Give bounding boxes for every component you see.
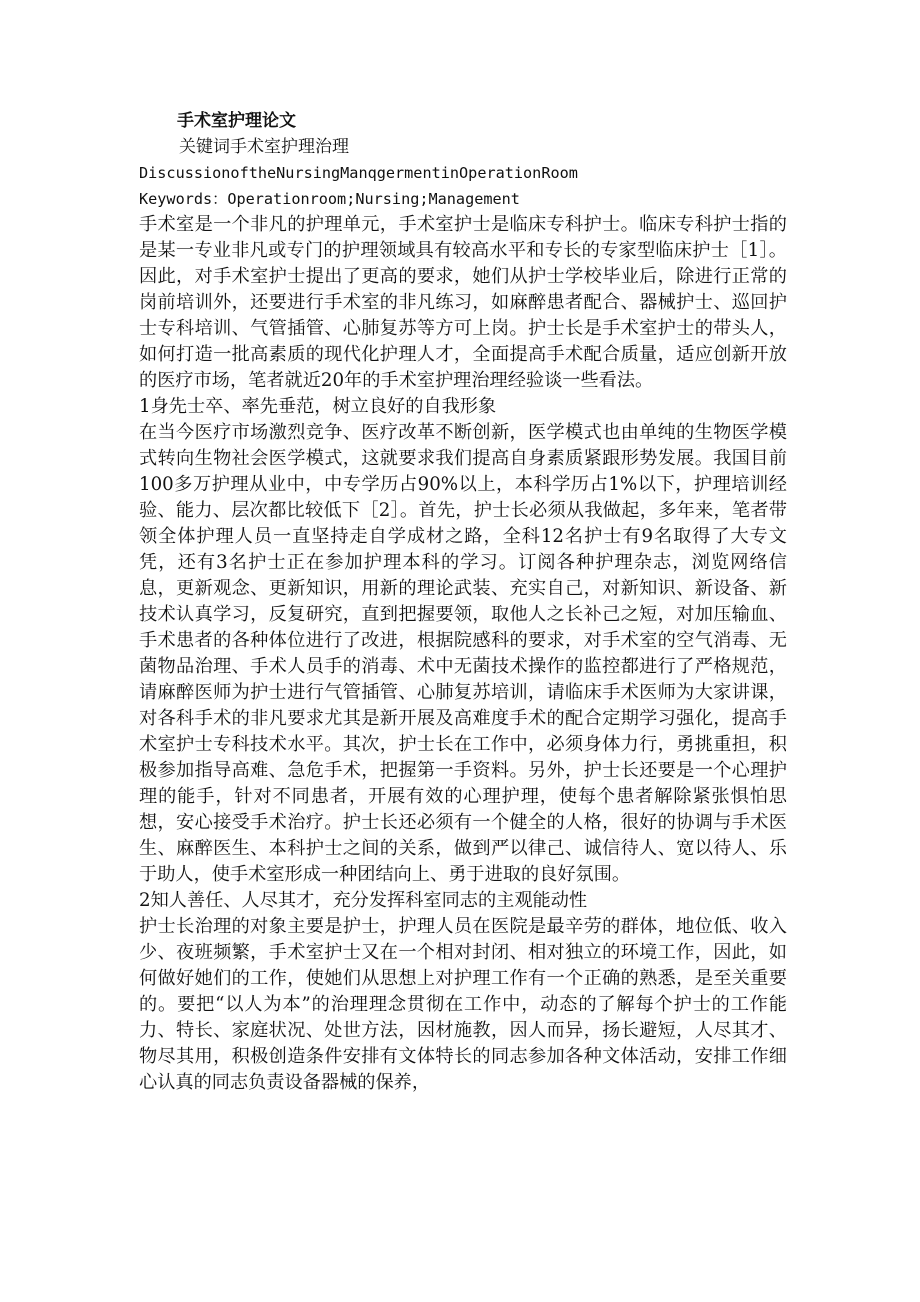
english-title: DiscussionoftheNursingManqgermentinOperationRoom: [139, 164, 578, 182]
section-2-paragraph: 护士长治理的对象主要是护士，护理人员在医院是最辛劳的群体，地位低、收入少、夜班频繁，手术室护士又在一个相对封闭、相对独立的环境工作，因此，如何做好她们的工作，使她们从思想上对护理工作有一个正确的熟悉，是至关重要的。要把“以人为本”的治理理念贯彻在工作中，动态的了解每个护士的工作能力、特长、家庭状况、处世方法，因材施教，因人而异，扬长避短，人尽其才、物尽其用，积极创造条件安排有文体特长的同志参加各种文体活动，安排工作细心认真的同志负责设备器械的保养，: [139, 916, 787, 1093]
section-1-heading: 1身先士卒、率先垂范，树立良好的自我形象: [139, 396, 497, 417]
section-1-paragraph: 在当今医疗市场激烈竞争、医疗改革不断创新，医学模式也由单纯的生物医学模式转向生物社会医学模式，这就要求我们提高自身素质紧跟形势发展。我国目前100多万护理从业中，中专学历占90%以上，本科学历占1%以下，护理培训经验、能力、层次都比较低下［2］。首先，护士长必须从我做起，多年来，笔者带领全体护理人员一直坚持走自学成材之路，全科12名护士有9名取得了大专文凭，还有3名护士正在参加护理本科的学习。订阅各种护理杂志，浏览网络信息，更新观念、更新知识，用新的理论武装、充实自己，对新知识、新设备、新技术认真学习，反复研究，直到把握要领，取他人之长补己之短，对加压输血、手术患者的各种体位进行了改进，根据院感科的要求，对手术室的空气消毒、无菌物品治理、手术人员手的消毒、术中无菌技术操作的监控都进行了严格规范，请麻醉医师为护士进行气管插管、心肺复苏培训，请临床手术医师为大家讲课，对各科手术的非凡要求尤其是新开展及高难度手术的配合定期学习强化，提高手术室护士专科技术水平。其次，护士长在工作中，必须身体力行，勇挑重担，积极参加指导高难、急危手术，把握第一手资料。另外，护士长还要是一个心理护理的能手，针对不同患者，开展有效的心理护理，使每个患者解除紧张惧怕思想，安心接受手术治疗。护士长还必须有一个健全的人格，很好的协调与手术医生、麻醉医生、本科护士之间的关系，做到严以律己、诚信待人、宽以待人、乐于助人，使手术室形成一种团结向上、勇于进取的良好氛围。: [139, 422, 787, 885]
section-2-heading: 2知人善任、人尽其才，充分发挥科室同志的主观能动性: [139, 890, 588, 911]
keywords-chinese: 关键词手术室护理治理: [179, 137, 349, 157]
keywords-english: Keywords：Operationroom;Nursing;Management: [139, 190, 520, 208]
document-page: [139, 108, 787, 1096]
document-title: 手术室护理论文: [177, 111, 296, 131]
intro-paragraph: 手术室是一个非凡的护理单元，手术室护士是临床专科护士。临床专科护士指的是某一专业非凡或专门的护理领域具有较高水平和专长的专家型临床护士［1］。因此，对手术室护士提出了更高的要求，她们从护士学校毕业后，除进行正常的岗前培训外，还要进行手术室的非凡练习，如麻醉患者配合、器械护士、巡回护士专科培训、气管插管、心肺复苏等方可上岗。护士长是手术室护士的带头人，如何打造一批高素质的现代化护理人才，全面提高手术配合质量，适应创新开放的医疗市场，笔者就近20年的手术室护理治理经验谈一些看法。: [139, 214, 787, 391]
